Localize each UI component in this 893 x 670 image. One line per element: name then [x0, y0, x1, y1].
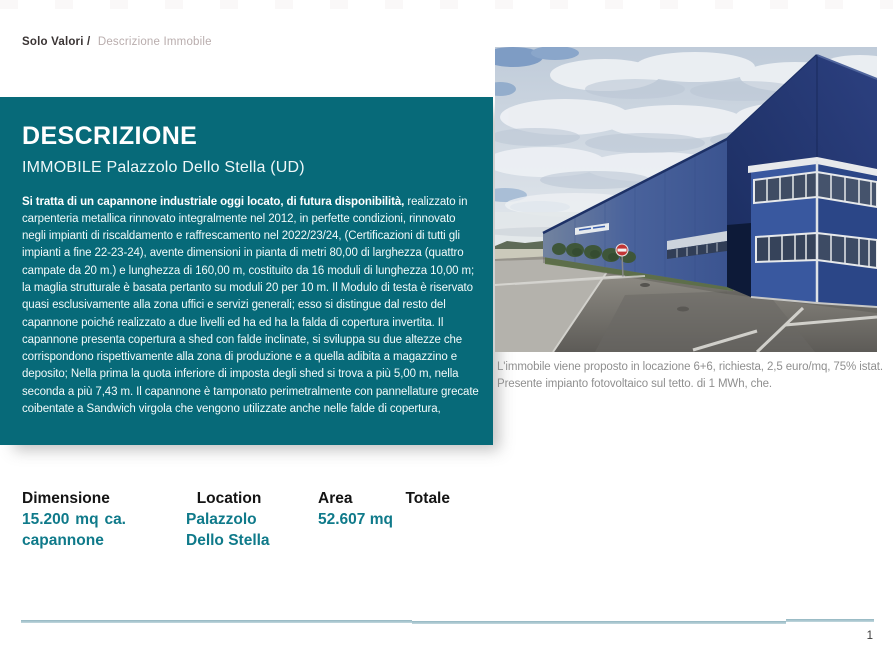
summary-table	[22, 488, 450, 551]
warehouse-photo-illustration	[495, 47, 877, 352]
page-number: 1	[866, 630, 873, 642]
separator-line-left	[21, 620, 412, 623]
panel-body-text	[22, 194, 479, 419]
breadcrumb-section[interactable]: Descrizione Immobile	[97, 36, 212, 48]
summary-header-location: Location	[196, 490, 262, 507]
summary-value-area-totale: 52.607 mq	[318, 511, 393, 528]
property-photo	[495, 47, 877, 352]
summary-col-dimensione	[22, 488, 126, 551]
breadcrumb-current[interactable]: Solo Valori /	[22, 36, 91, 48]
description-panel	[0, 97, 493, 445]
summary-col-location	[186, 488, 272, 551]
breadcrumb	[22, 36, 212, 48]
summary-header-area-totale: Area Totale	[318, 490, 450, 507]
panel-lead: Si tratta di un capannone industriale oggi locato, di futura disponibilità,	[22, 195, 405, 208]
separator-line-middle	[412, 621, 786, 624]
separator-line-right	[786, 619, 874, 622]
panel-subtitle: IMMOBILE Palazzolo Dello Stella (UD)	[22, 158, 305, 176]
panel-body: realizzato in carpenteria metallica rinnovato integralmente nel 2012, in perfette condizioni, rinnovato negli impianti di riscaldamento e raffrescamento nel 2022/23/24, (Certificazioni di tutti gli impianti a fine 22-23-24), avente dimensioni in pianta di metri 80,00 di larghezza (quattro campate da 20 m.) e lunghezza di 160,00 m, costituito da 16 moduli di lunghezza 10,00 m; la maglia strutturale è basata pertanto su moduli 20 per 10 m. Il Modulo di testa è riservato quasi esclusivamente alla zona uffici e servizi generali; esso si distingue dal resto del capannone poiché realizzato a due livelli ed ha ed ha la falda di copertura invertita. Il capannone presenta copertura a shed con falde inclinate, si sviluppa su due altezze che corrispondono rispettivamente alla zona di produzione e a quella adibita a magazzino e deposito; Nella prima la quota inferiore di imposta degli shed si trova a più 5,00 m, nella seconda a più 7,43 m. Il capannone è tamponato perimetralmente con pannellature grecate coibentate a Sandwich virgola che vengono utilizzate anche nelle falde di copertura,	[22, 195, 479, 416]
top-strip	[0, 0, 893, 9]
panel-title: DESCRIZIONE	[22, 122, 198, 150]
summary-value-location: Palazzolo Dello Stella	[186, 511, 270, 549]
summary-header-dimensione: Dimensione	[22, 490, 110, 507]
summary-col-area-totale	[318, 488, 450, 530]
summary-value-dimensione: 15.200 mq ca. capannone	[22, 511, 126, 549]
photo-caption: L'immobile viene proposto in locazione 6+6, richiesta, 2,5 euro/mq, 75% istat. Presente impianto fotovoltaico sul tetto. di 1 MWh, che.	[497, 361, 883, 390]
